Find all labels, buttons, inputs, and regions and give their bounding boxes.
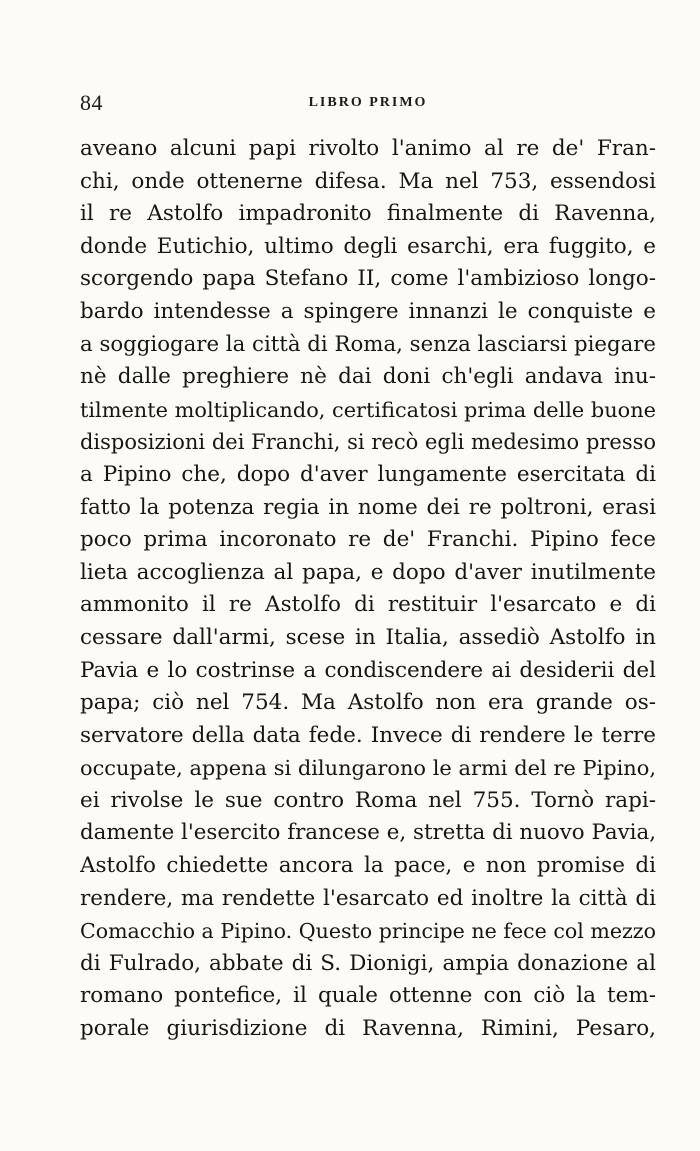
body-text bbox=[80, 133, 656, 1046]
text-line: disposizioni dei Franchi, si recò egli medesimo presso bbox=[80, 430, 656, 455]
text-line: di Fulrado, abbate di S. Dionigi, ampia donazione al bbox=[80, 950, 656, 976]
text-line: a soggiogare la città di Roma, senza lasciarsi piegare bbox=[80, 331, 656, 357]
text-line: occupate, appena si dilungarono le armi del re Pipino, bbox=[80, 756, 656, 781]
text-line: papa; ciò nel 754. Ma Astolfo non era grande os- bbox=[80, 690, 656, 716]
page-header bbox=[80, 90, 656, 120]
text-line: nè dalle preghiere nè dai doni ch'egli andava inu- bbox=[80, 364, 656, 390]
text-line: ammonito il re Astolfo di restituir l'esarcato e di bbox=[80, 592, 656, 618]
text-line: rendere, ma rendette l'esarcato ed inoltre la città di bbox=[80, 885, 656, 911]
text-line: romano pontefice, il quale ottenne con ciò la tem- bbox=[80, 983, 656, 1009]
text-line: cessare dall'armi, scese in Italia, assediò Astolfo in bbox=[80, 624, 656, 650]
text-line: bardo intendesse a spingere innanzi le conquiste e bbox=[80, 298, 656, 324]
text-line: Pavia e lo costrinse a condiscendere ai desiderii del bbox=[80, 657, 656, 683]
text-line: scorgendo papa Stefano II, come l'ambizioso longo- bbox=[80, 266, 656, 292]
text-line: porale giurisdizione di Ravenna, Rimini, Pesaro, bbox=[80, 1016, 656, 1042]
page-number: 84 bbox=[80, 90, 103, 115]
text-line: Comacchio a Pipino. Questo principe ne fece col mezzo bbox=[80, 919, 656, 944]
text-line: tilmente moltiplicando, certificatosi prima delle buone bbox=[80, 397, 656, 422]
text-line: lieta accoglienza al papa, e dopo d'aver inutilmente bbox=[80, 559, 656, 585]
text-line: poco prima incoronato re de' Franchi. Pipino fece bbox=[80, 527, 656, 553]
text-line: a Pipino che, dopo d'aver lungamente esercitata di bbox=[80, 461, 656, 487]
text-line: aveano alcuni papi rivolto l'animo al re de' Fran- bbox=[80, 136, 656, 161]
text-line: ei rivolse le sue contro Roma nel 755. Tornò rapi- bbox=[80, 787, 656, 813]
text-line: donde Eutichio, ultimo degli esarchi, era fuggito, e bbox=[80, 233, 656, 259]
text-line: damente l'esercito francese e, stretta di nuovo Pavia, bbox=[80, 820, 656, 846]
running-head: LIBRO PRIMO bbox=[308, 95, 428, 110]
text-line: fatto la potenza regia in nome dei re poltroni, erasi bbox=[80, 494, 656, 520]
text-line: servatore della data fede. Invece di rendere le terre bbox=[80, 722, 656, 748]
text-line: il re Astolfo impadronito finalmente di Ravenna, bbox=[80, 201, 656, 227]
text-line: chi, onde ottenerne difesa. Ma nel 753, essendosi bbox=[80, 168, 656, 194]
text-line: Astolfo chiedette ancora la pace, e non promise di bbox=[80, 853, 656, 879]
